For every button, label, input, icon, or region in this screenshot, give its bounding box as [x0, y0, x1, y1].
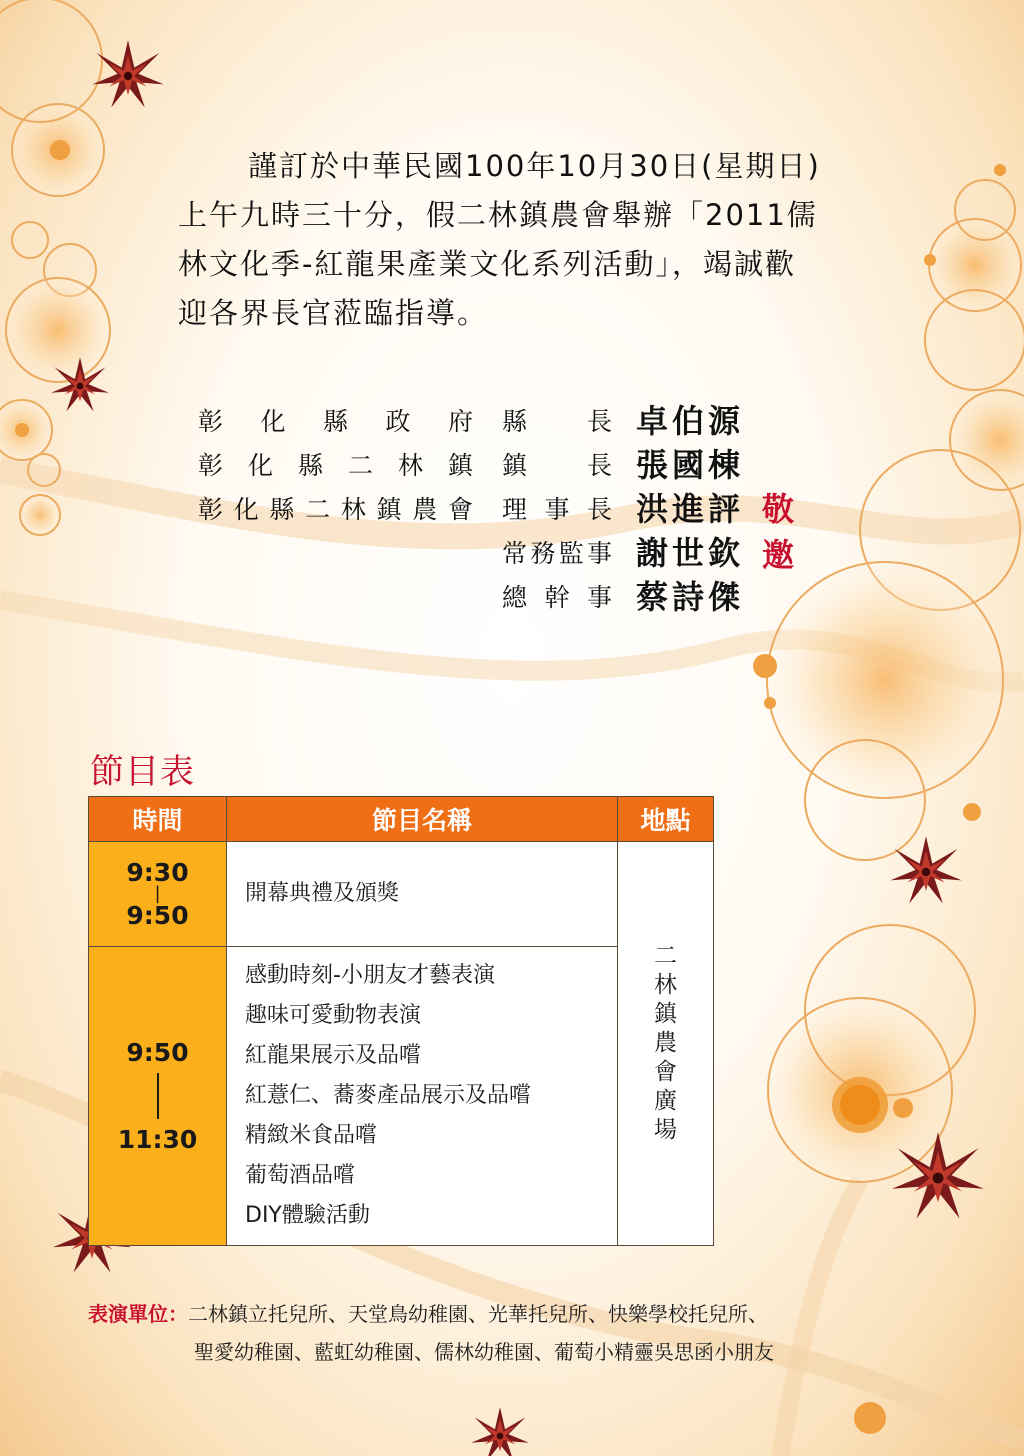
title-char: 監 — [558, 539, 584, 568]
host-title — [502, 578, 612, 614]
host-name: 謝世欽 — [636, 534, 745, 572]
header-location: 地點 — [618, 797, 714, 842]
program-item: 精緻米食品嚐 — [245, 1123, 378, 1148]
location-char: 鎮 — [654, 1001, 677, 1027]
org-char: 縣 — [297, 451, 323, 480]
host-name: 洪進評 — [636, 490, 745, 528]
program-item: 開幕典禮及頒獎 — [245, 881, 400, 906]
program-cell — [227, 842, 618, 947]
location-char: 會 — [654, 1059, 677, 1085]
location-char: 林 — [654, 972, 677, 998]
performers-label: 表演單位： — [88, 1302, 188, 1326]
program-item: DIY體驗活動 — [245, 1203, 370, 1228]
org-char: 鎮 — [376, 495, 402, 524]
host-name: 蔡詩傑 — [636, 578, 745, 616]
time-start: 9:30 — [126, 858, 189, 887]
location-char: 廣 — [654, 1088, 677, 1114]
title-char: 縣 — [502, 407, 528, 436]
title-char: 長 — [586, 407, 612, 436]
location-char: 場 — [654, 1117, 677, 1143]
host-organization — [198, 402, 473, 438]
org-char: 二 — [305, 495, 331, 524]
program-cell — [227, 947, 618, 1246]
org-char: 縣 — [269, 495, 295, 524]
time-end: 9:50 — [126, 901, 189, 930]
org-char: 彰 — [198, 451, 224, 480]
org-char: 縣 — [322, 407, 348, 436]
org-char: 鎮 — [447, 451, 473, 480]
invitation-line: 上午九時三十分，假二林鎮農會舉辦「2011儒 — [178, 198, 818, 232]
host-name: 卓伯源 — [636, 402, 745, 440]
header-program: 節目名稱 — [227, 797, 618, 842]
program-item: 葡萄酒品嚐 — [245, 1163, 356, 1188]
program-item: 紅薏仁、蕎麥產品展示及品嚐 — [245, 1083, 532, 1108]
program-item: 紅龍果展示及品嚐 — [245, 1043, 422, 1068]
host-title — [502, 402, 612, 438]
table-row — [89, 842, 714, 947]
performers — [88, 1295, 774, 1371]
title-char: 務 — [530, 539, 556, 568]
time-cell — [89, 842, 227, 947]
performers-line — [88, 1295, 774, 1333]
title-char: 總 — [502, 583, 528, 612]
org-char: 政 — [385, 407, 411, 436]
time-separator-line — [157, 1073, 159, 1119]
org-char: 林 — [340, 495, 366, 524]
host-title — [502, 490, 612, 526]
title-char: 事 — [586, 539, 612, 568]
schedule-table — [88, 796, 714, 1246]
org-char: 化 — [247, 451, 273, 480]
performers-line: 聖愛幼稚園、藍虹幼稚園、儒林幼稚園、葡萄小精靈吳思函小朋友 — [194, 1340, 774, 1364]
title-char: 事 — [544, 495, 570, 524]
invitation-line: 迎各界長官蒞臨指導。 — [178, 296, 489, 330]
performers-text: 二林鎮立托兒所、天堂鳥幼稚園、光華托兒所、快樂學校托兒所、 — [188, 1302, 768, 1326]
org-char: 二 — [347, 451, 373, 480]
header-time: 時間 — [89, 797, 227, 842]
schedule-title: 節目表 — [90, 752, 195, 792]
program-item: 趣味可愛動物表演 — [245, 1003, 422, 1028]
time-separator: | — [154, 883, 161, 904]
org-char: 農 — [412, 495, 438, 524]
org-char: 化 — [233, 495, 259, 524]
location-cell — [618, 842, 714, 1246]
time-start: 9:50 — [126, 1038, 189, 1067]
time-cell — [89, 947, 227, 1246]
org-char: 化 — [260, 407, 286, 436]
org-char: 彰 — [198, 407, 224, 436]
org-char: 會 — [447, 495, 473, 524]
location-char: 農 — [654, 1030, 677, 1056]
program-item: 感動時刻-小朋友才藝表演 — [245, 963, 495, 988]
title-char: 長 — [586, 495, 612, 524]
title-char: 理 — [502, 495, 528, 524]
title-char: 常 — [502, 539, 528, 568]
title-char: 長 — [586, 451, 612, 480]
host-organization — [198, 490, 473, 526]
invitation-line: 林文化季-紅龍果產業文化系列活動」，竭誠歡 — [178, 247, 796, 281]
host-organization — [198, 446, 473, 482]
title-char: 事 — [586, 583, 612, 612]
location-text — [654, 942, 677, 1145]
time-end: 11:30 — [117, 1125, 198, 1154]
host-title — [502, 534, 612, 570]
title-char: 幹 — [544, 583, 570, 612]
org-char: 府 — [447, 407, 473, 436]
invitation-text — [178, 142, 878, 338]
host-title — [502, 446, 612, 482]
host-name: 張國棟 — [636, 446, 745, 484]
invite-label: 敬邀 — [762, 490, 797, 574]
location-char: 二 — [654, 943, 677, 969]
title-char: 鎮 — [502, 451, 528, 480]
org-char: 林 — [397, 451, 423, 480]
invitation-line: 謹訂於中華民國100年10月30日(星期日) — [248, 149, 821, 183]
org-char: 彰 — [198, 495, 224, 524]
table-header-row — [89, 797, 714, 842]
